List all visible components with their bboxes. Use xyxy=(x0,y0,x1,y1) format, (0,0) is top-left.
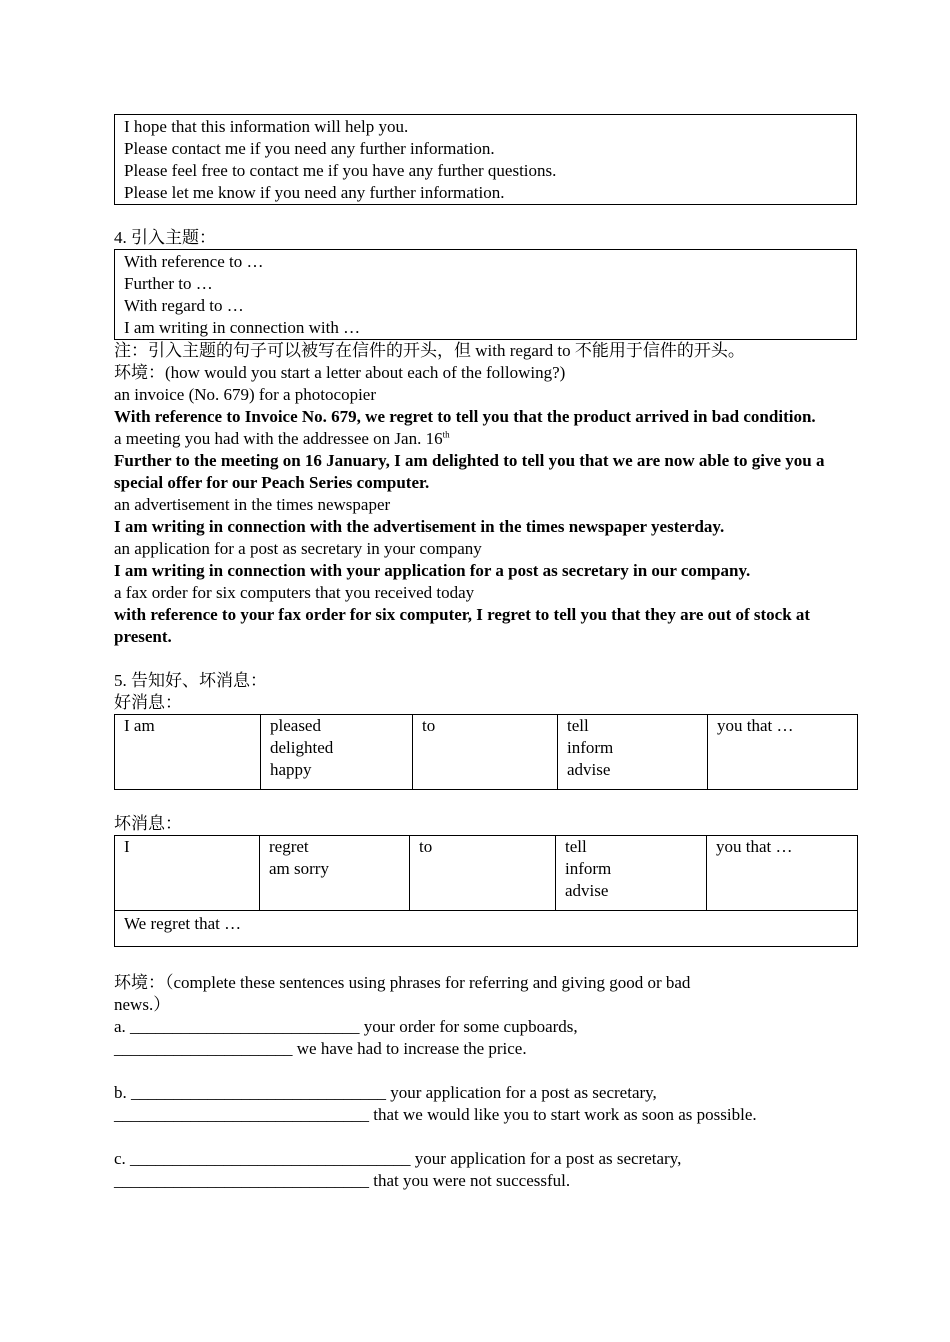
table-cell: regret am sorry xyxy=(260,836,410,911)
exercise-answer: with reference to your fax order for six computer, I regret to tell you that they are out of stock at present. xyxy=(114,605,811,646)
exercise-prompt: an application for a post as secretary in your company xyxy=(114,539,482,558)
topic-phrase: With reference to … xyxy=(124,252,264,271)
table-row xyxy=(115,715,858,790)
fill-in-sentence: ______________________________ that we would like you to start work as soon as possible. xyxy=(114,1105,757,1124)
exercise-prompt: an invoice (No. 679) for a photocopier xyxy=(114,385,376,404)
table-cell: you that … xyxy=(707,836,858,911)
section-5-environment-cont: news.） xyxy=(114,995,171,1014)
table-cell: pleased delighted happy xyxy=(261,715,413,790)
fill-in-sentence: ______________________________ that you were not successful. xyxy=(114,1171,571,1190)
closing-phrase: Please feel free to contact me if you have any further questions. xyxy=(124,161,557,180)
topic-phrases-box xyxy=(114,249,857,340)
topic-phrase: Further to … xyxy=(124,274,213,293)
section-5-heading: 5. 告知好、坏消息： xyxy=(114,671,267,690)
table-row xyxy=(115,836,858,911)
fill-in-sentence: _____________________ we have had to increase the price. xyxy=(114,1039,527,1058)
section-4-environment: 环境：(how would you start a letter about each of the following?) xyxy=(114,363,566,382)
bad-news-label: 坏消息： xyxy=(114,814,182,833)
closing-phrase: Please let me know if you need any further information. xyxy=(124,183,505,202)
good-news-table xyxy=(114,714,858,790)
good-news-label: 好消息： xyxy=(114,693,182,712)
table-cell: We regret that … xyxy=(115,911,858,947)
exercise-answer: I am writing in connection with the advertisement in the times newspaper yesterday. xyxy=(114,517,725,536)
closing-phrase: I hope that this information will help you. xyxy=(124,117,409,136)
fill-in-sentence: b. ______________________________ your application for a post as secretary, xyxy=(114,1083,657,1102)
section-4-note: 注：引入主题的句子可以被写在信件的开头，但 with regard to 不能用于信件的开头。 xyxy=(114,341,745,360)
exercise-answer: Further to the meeting on 16 January, I am delighted to tell you that we are now able to give you a special offer for our Peach Series computer. xyxy=(114,451,825,492)
ordinal-suffix: th xyxy=(442,429,450,440)
bad-news-table xyxy=(114,835,858,947)
section-4-heading: 4. 引入主题： xyxy=(114,228,216,247)
closing-phrases-box xyxy=(114,114,857,205)
table-cell: to xyxy=(410,836,556,911)
exercise-prompt: an advertisement in the times newspaper xyxy=(114,495,391,514)
table-row xyxy=(115,911,858,947)
exercise-prompt: a fax order for six computers that you received today xyxy=(114,583,475,602)
exercise-answer: I am writing in connection with your application for a post as secretary in our company. xyxy=(114,561,751,580)
exercise-prompt: a meeting you had with the addressee on Jan. 16th xyxy=(114,429,450,448)
exercise-answer: With reference to Invoice No. 679, we regret to tell you that the product arrived in bad condition. xyxy=(114,407,816,426)
topic-phrase: I am writing in connection with … xyxy=(124,318,361,337)
document-page xyxy=(114,114,857,1192)
table-cell: to xyxy=(413,715,558,790)
table-cell: tell inform advise xyxy=(558,715,708,790)
fill-in-sentence: c. _________________________________ your application for a post as secretary, xyxy=(114,1149,682,1168)
table-cell: you that … xyxy=(708,715,858,790)
closing-phrase: Please contact me if you need any further information. xyxy=(124,139,495,158)
fill-in-sentence: a. ___________________________ your order for some cupboards, xyxy=(114,1017,578,1036)
table-cell: tell inform advise xyxy=(556,836,707,911)
section-5-environment: 环境：（complete these sentences using phrases for referring and giving good or bad xyxy=(114,973,691,992)
table-cell: I xyxy=(115,836,260,911)
topic-phrase: With regard to … xyxy=(124,296,244,315)
table-cell: I am xyxy=(115,715,261,790)
